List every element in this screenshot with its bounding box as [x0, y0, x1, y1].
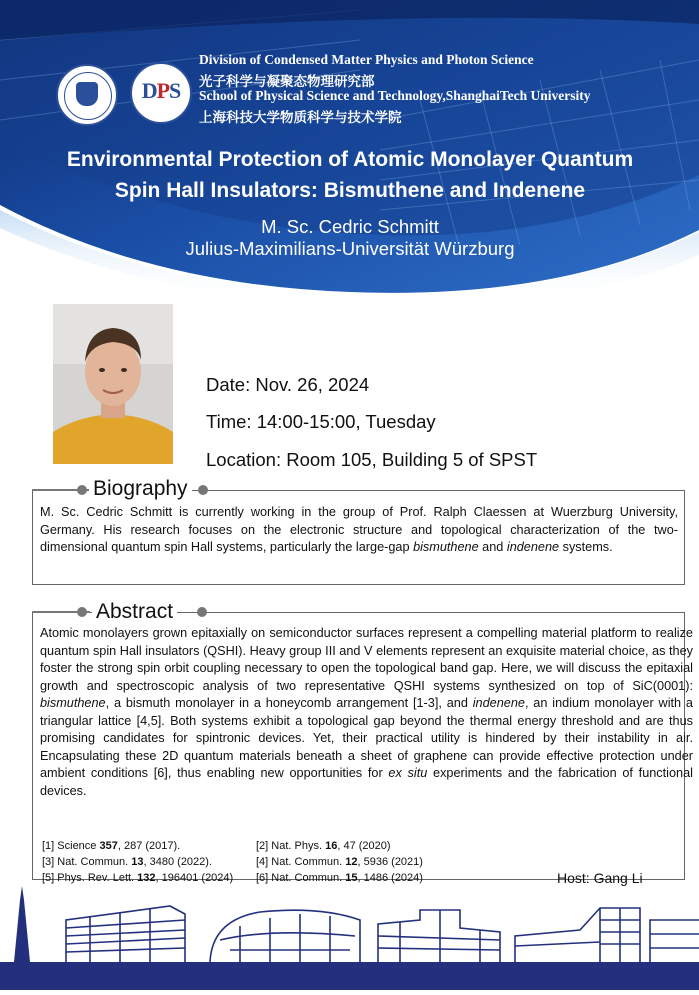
- reference-5: [5] Phys. Rev. Lett. 132, 196401 (2024): [42, 872, 234, 884]
- speaker-affiliation: Julius-Maximilians-Universität Würzburg: [185, 238, 515, 259]
- bullet-dot: [198, 485, 208, 495]
- bullet-dot: [197, 607, 207, 617]
- event-time: Time: 14:00-15:00, Tuesday: [206, 411, 436, 432]
- dps-logo: DPS: [130, 62, 192, 124]
- reference-3: [3] Nat. Commun. 13, 3480 (2022).: [42, 856, 213, 868]
- shanghaitech-logo: [56, 64, 118, 126]
- speaker-block: [40, 216, 660, 260]
- talk-title: Environmental Protection of Atomic Monolayer Quantum Spin Hall Insulators: Bismuthene and Indenene: [66, 148, 634, 202]
- biography-heading: Biography: [89, 477, 192, 501]
- abstract-heading: Abstract: [92, 600, 177, 624]
- event-date: Date: Nov. 26, 2024: [206, 374, 370, 395]
- event-location: Location: Room 105, Building 5 of SPST: [206, 449, 538, 470]
- division-name: Division of Condensed Matter Physics and Photon Science: [199, 52, 534, 67]
- speaker-photo: [53, 304, 173, 464]
- division-name-zh: 光子科学与凝聚态物理研究部: [199, 74, 375, 89]
- reference-4: [4] Nat. Commun. 12, 5936 (2021): [256, 856, 423, 868]
- skyline-illustration: [0, 880, 699, 990]
- school-name-zh: 上海科技大学物质科学与技术学院: [199, 110, 402, 125]
- school-name: School of Physical Science and Technology,ShanghaiTech University: [199, 88, 591, 103]
- campus-skyline-footer: [0, 880, 699, 990]
- abstract-text: Atomic monolayers grown epitaxially on semiconductor surfaces represent a compelling material platform to realize quantum spin Hall insulators (QSHI). Heavy group III and V elements represent an exquisite material choice, as they foster the strong spin orbit coupling necessary to open the topological band gap. Here, we will discuss the epitaxial growth and spectroscopic analysis of two representative QSHI systems synthesized on top of SiC(0001): bismuthene, a bismuth monolayer in a honeycomb arrangement [1-3], and indenene, an indium monolayer with a triangular lattice [4,5]. Both systems exhibit a topological gap beyond the thermal energy threshold and are thus promising candidates for spintronic devices. Yet, their practical utility is hindered by their instability in air. Encapsulating these 2D quantum materials beneath a sheet of graphene can provide effective protection under ambient conditions [6], thus enabling new opportunities for ex situ experiments and the fabrication of functional devices.: [40, 626, 693, 798]
- bullet-dot: [77, 607, 87, 617]
- reference-1: [1] Science 357, 287 (2017).: [42, 840, 181, 852]
- bullet-dot: [77, 485, 87, 495]
- speaker-name: M. Sc. Cedric Schmitt: [261, 216, 439, 237]
- host-name: Host: Gang Li: [557, 870, 643, 886]
- reference-6: [6] Nat. Commun. 15, 1486 (2024): [256, 872, 423, 884]
- header-banner: [0, 0, 699, 300]
- biography-text: M. Sc. Cedric Schmitt is currently working in the group of Prof. Ralph Claessen at Wuerzburg University, Germany. His research focuses on the electronic structure and topological characterization of the two-dimensional quantum spin Hall systems, particularly the large-gap bismuthene and indenene systems.: [40, 505, 678, 554]
- reference-2: [2] Nat. Phys. 16, 47 (2020): [256, 840, 391, 852]
